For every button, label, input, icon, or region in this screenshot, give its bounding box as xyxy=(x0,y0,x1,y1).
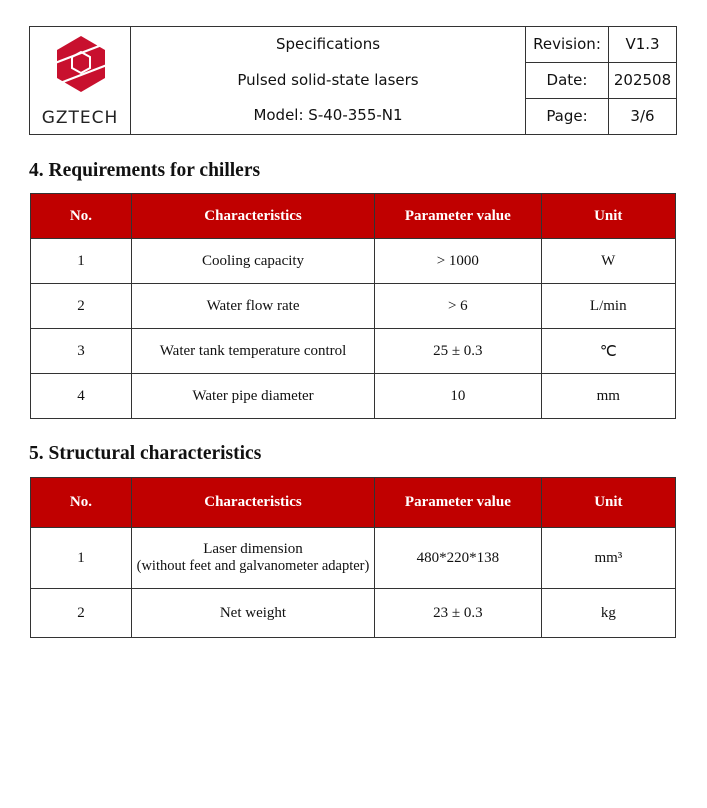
cell-unit: mm xyxy=(541,374,675,419)
gztech-logo-icon xyxy=(50,33,112,95)
cell-unit: ℃ xyxy=(541,329,675,374)
page-label: Page: xyxy=(526,98,609,134)
col-no: No. xyxy=(31,478,132,528)
structural-characteristics-table xyxy=(30,477,676,638)
table-row xyxy=(31,589,676,638)
document-header xyxy=(29,26,677,135)
cell-value: > 6 xyxy=(375,284,541,329)
cell-value: 23 ± 0.3 xyxy=(375,589,542,638)
table-row xyxy=(31,374,676,419)
cell-value: 25 ± 0.3 xyxy=(375,329,541,374)
doc-model: Model: S-40-355-N1 xyxy=(253,106,403,125)
characteristic-note: (without feet and galvanometer adapter) xyxy=(136,558,370,574)
table-header-row xyxy=(31,194,676,239)
revision-label: Revision: xyxy=(526,27,609,63)
cell-unit: kg xyxy=(541,589,675,638)
cell-no: 4 xyxy=(31,374,132,419)
page-value: 3/6 xyxy=(609,98,677,134)
cell-value: > 1000 xyxy=(375,239,541,284)
section4-title: 4. Requirements for chillers xyxy=(29,160,261,181)
table-row xyxy=(31,239,676,284)
col-parameter-value: Parameter value xyxy=(375,478,542,528)
col-characteristics: Characteristics xyxy=(131,194,374,239)
title-cell xyxy=(131,27,526,135)
cell-no: 1 xyxy=(31,239,132,284)
cell-characteristic: Net weight xyxy=(131,589,374,638)
cell-characteristic: Water pipe diameter xyxy=(131,374,374,419)
doc-subtitle: Pulsed solid-state lasers xyxy=(237,70,419,89)
table-row xyxy=(31,528,676,589)
cell-no: 3 xyxy=(31,329,132,374)
cell-characteristic: Cooling capacity xyxy=(131,239,374,284)
date-label: Date: xyxy=(526,62,609,98)
col-unit: Unit xyxy=(541,194,675,239)
cell-unit: W xyxy=(541,239,675,284)
col-parameter-value: Parameter value xyxy=(375,194,541,239)
table-header-row xyxy=(31,478,676,528)
logo-cell xyxy=(30,27,131,135)
chiller-requirements-table xyxy=(30,193,676,419)
revision-value: V1.3 xyxy=(609,27,677,63)
cell-characteristic: Water flow rate xyxy=(131,284,374,329)
brand-name: GZTECH xyxy=(41,107,119,128)
table-row xyxy=(31,284,676,329)
cell-unit: L/min xyxy=(541,284,675,329)
date-value: 202508 xyxy=(609,62,677,98)
cell-characteristic xyxy=(131,528,374,589)
doc-title: Specifications xyxy=(275,35,381,53)
cell-value: 10 xyxy=(375,374,541,419)
cell-unit: mm³ xyxy=(541,528,675,589)
table-row xyxy=(31,329,676,374)
cell-no: 2 xyxy=(31,589,132,638)
cell-no: 1 xyxy=(31,528,132,589)
cell-characteristic: Water tank temperature control xyxy=(131,329,374,374)
characteristic-main: Laser dimension xyxy=(203,541,303,557)
section5-title: 5. Structural characteristics xyxy=(29,443,262,464)
col-no: No. xyxy=(31,194,132,239)
col-characteristics: Characteristics xyxy=(131,478,374,528)
cell-value: 480*220*138 xyxy=(375,528,542,589)
col-unit: Unit xyxy=(541,478,675,528)
cell-no: 2 xyxy=(31,284,132,329)
